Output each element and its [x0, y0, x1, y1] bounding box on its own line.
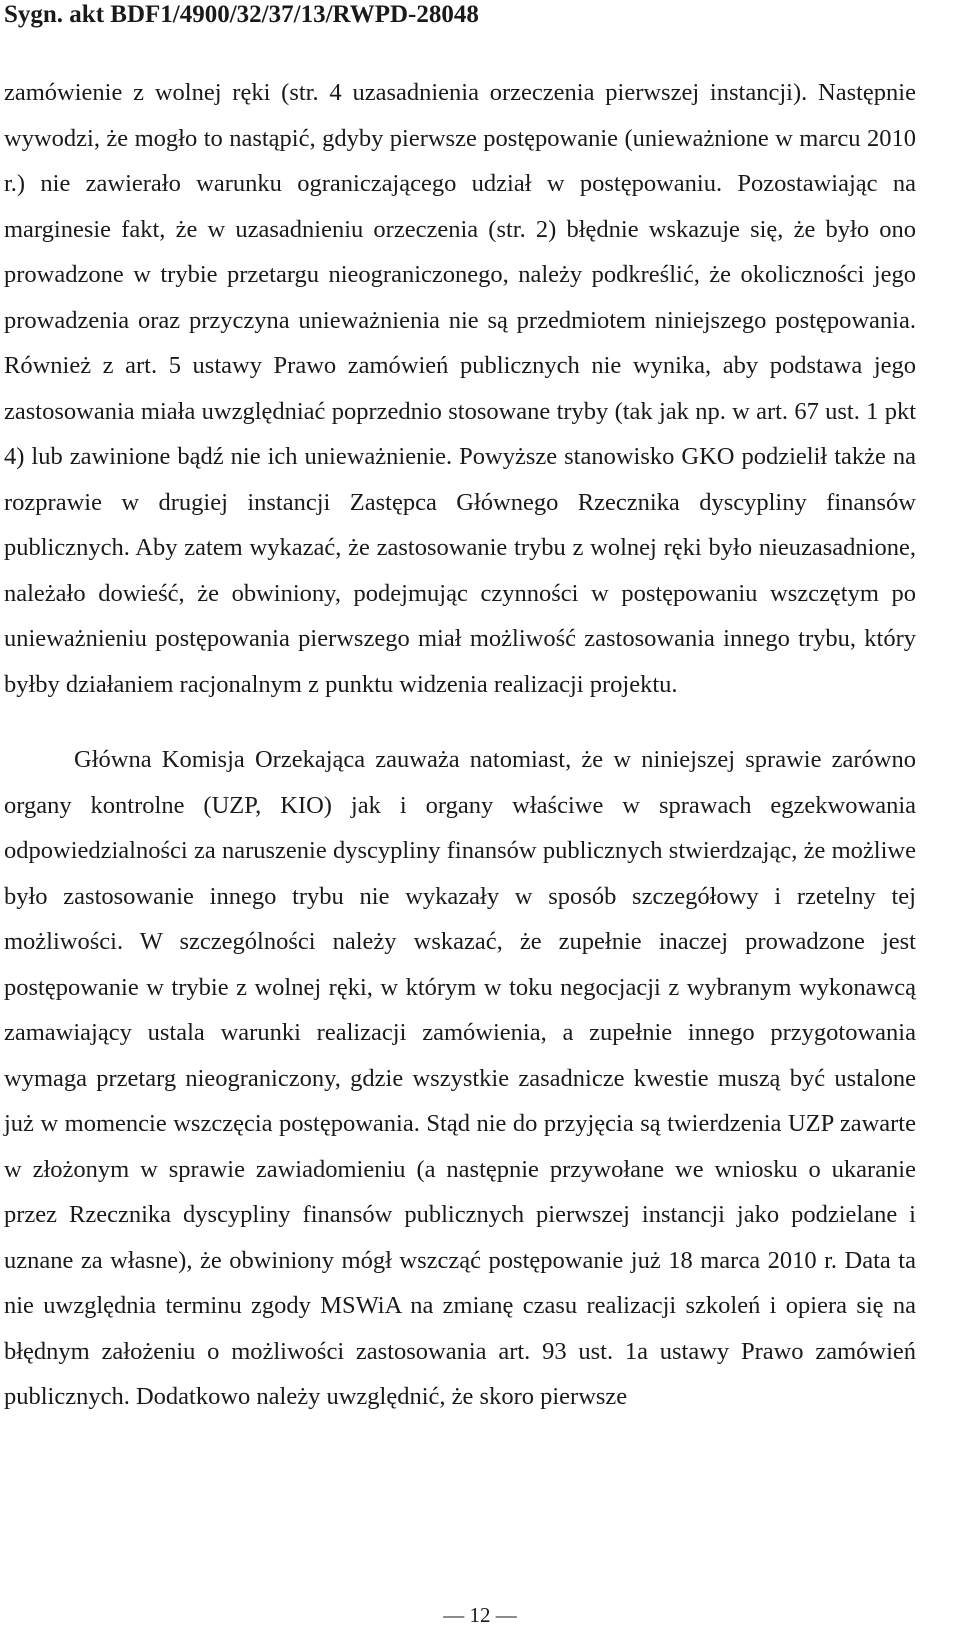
- paragraph-2: Główna Komisja Orzekająca zauważa natomiast, że w niniejszej sprawie zarówno organy kontrolne (UZP, KIO) jak i organy właściwe w sprawach egzekwowania odpowiedzialności za naruszenie dyscypliny finansów publicznych stwierdzając, że możliwe było zastosowanie innego trybu nie wykazały w sposób szczegółowy i rzetelny tej możliwości. W szczególności należy wskazać, że zupełnie inaczej prowadzone jest postępowanie w trybie z wolnej ręki, w którym w toku negocjacji z wybranym wykonawcą zamawiający ustala warunki realizacji zamówienia, a zupełnie innego przygotowania wymaga przetarg nieograniczony, gdzie wszystkie zasadnicze kwestie muszą być ustalone już w momencie wszczęcia postępowania. Stąd nie do przyjęcia są twierdzenia UZP zawarte w złożonym w sprawie zawiadomieniu (a następnie przywołane we wniosku o ukaranie przez Rzecznika dyscypliny finansów publicznych pierwszej instancji jako podzielane i uznane za własne), że obwiniony mógł wszcząć postępowanie już 18 marca 2010 r. Data ta nie uwzględnia terminu zgody MSWiA na zmianę czasu realizacji szkoleń i opiera się na błędnym założeniu o możliwości zastosowania art. 93 ust. 1a ustawy Prawo zamówień publicznych. Dodatkowo należy uwzględnić, że skoro pierwsze: [4, 746, 916, 1410]
- case-signature: Sygn. akt BDF1/4900/32/37/13/RWPD-28048: [4, 1, 479, 28]
- page-number: — 12 —: [443, 1603, 517, 1627]
- document-body: [4, 70, 916, 1420]
- paragraph-1: zamówienie z wolnej ręki (str. 4 uzasadnienia orzeczenia pierwszej instancji). Następnie wywodzi, że mogło to nastąpić, gdyby pierwsze postępowanie (unieważnione w marcu 2010 r.) nie zawierało warunku ograniczającego udział w postępowaniu. Pozostawiając na marginesie fakt, że w uzasadnieniu orzeczenia (str. 2) błędnie wskazuje się, że było ono prowadzone w trybie przetargu nieograniczonego, należy podkreślić, że okoliczności jego prowadzenia oraz przyczyna unieważnienia nie są przedmiotem niniejszego postępowania. Również z art. 5 ustawy Prawo zamówień publicznych nie wynika, aby podstawa jego zastosowania miała uwzględniać poprzednio stosowane tryby (tak jak np. w art. 67 ust. 1 pkt 4) lub zawinione bądź nie ich unieważnienie. Powyższe stanowisko GKO podzielił także na rozprawie w drugiej instancji Zastępca Głównego Rzecznika dyscypliny finansów publicznych. Aby zatem wykazać, że zastosowanie trybu z wolnej ręki było nieuzasadnione, należało dowieść, że obwiniony, podejmując czynności w postępowaniu wszczętym po unieważnieniu postępowania pierwszego miał możliwość zastosowania innego trybu, który byłby działaniem racjonalnym z punktu widzenia realizacji projektu.: [4, 79, 916, 698]
